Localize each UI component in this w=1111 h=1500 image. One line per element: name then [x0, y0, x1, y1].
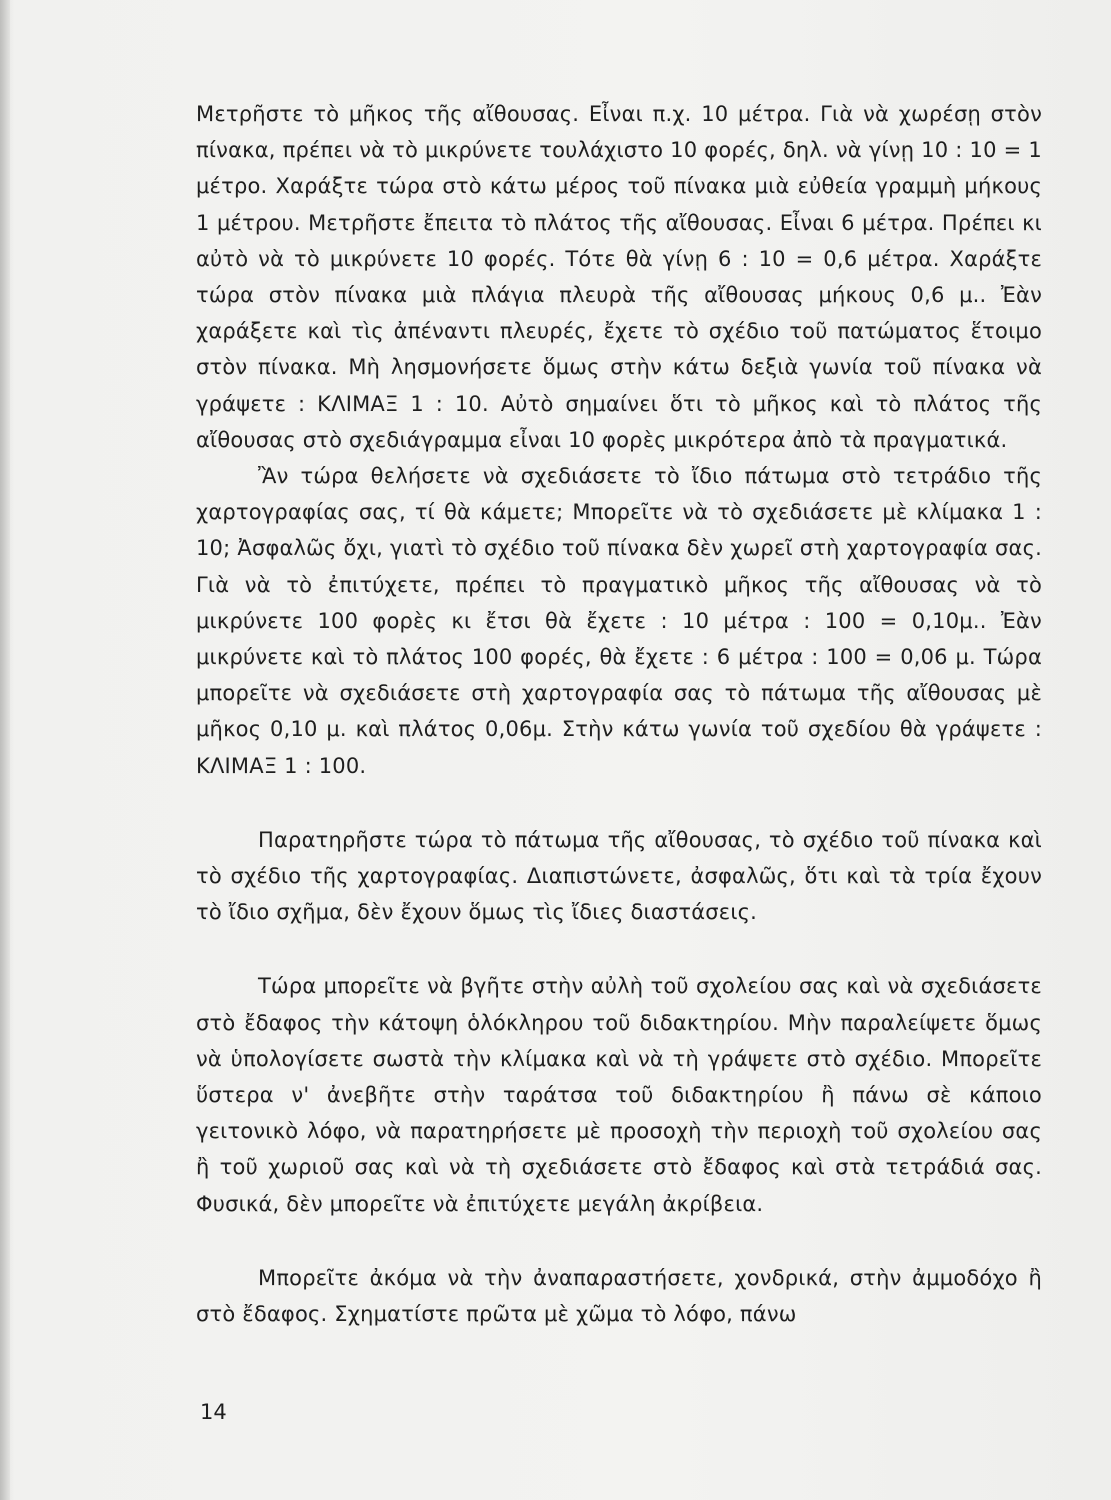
paragraph-4: Τώρα μπορεῖτε νὰ βγῆτε στὴν αὐλὴ τοῦ σχολείου σας καὶ νὰ σχεδιάσετε στὸ ἔδαφος τὴν κάτοψη ὁλόκληρου τοῦ διδακτηρίου. Μὴν παραλείψετε ὅμως νὰ ὑπολογίσετε σωστὰ τὴν κλίμακα καὶ νὰ τὴ γράψετε στὸ σχέδιο. Μπορεῖτε ὕστερα ν' ἀνεβῆτε στὴν ταράτσα τοῦ διδακτηρίου ἢ πάνω σὲ κάποιο γειτονικὸ λόφο, νὰ παρατηρήσετε μὲ προσοχὴ τὴν περιοχὴ τοῦ σχολείου σας ἢ τοῦ χωριοῦ σας καὶ νὰ τὴ σχεδιάσετε στὸ ἔδαφος καὶ στὰ τετράδιά σας. Φυσικά, δὲν μπορεῖτε νὰ ἐπιτύχετε μεγάλη ἀκρίβεια.: [196, 974, 1042, 1216]
paragraph-1: Μετρῆστε τὸ μῆκος τῆς αἴθουσας. Εἶναι π.χ. 10 μέτρα. Γιὰ νὰ χωρέσῃ στὸν πίνακα, πρέπει νὰ τὸ μικρύνετε τουλάχιστο 10 φορές, δηλ. νὰ γίνῃ 10 : 10 = 1 μέτρο. Χαράξτε τώρα στὸ κάτω μέρος τοῦ πίνακα μιὰ εὐθεία γραμμὴ μήκους 1 μέτρου. Μετρῆστε ἔπειτα τὸ πλάτος τῆς αἴθουσας. Εἶναι 6 μέτρα. Πρέπει κι αὐτὸ νὰ τὸ μικρύνετε 10 φορές. Τότε θὰ γίνῃ 6 : 10 = 0,6 μέτρα. Χαράξτε τώρα στὸν πίνακα μιὰ πλάγια πλευρὰ τῆς αἴθουσας μήκους 0,6 μ.. Ἐὰν χαράξετε καὶ τὶς ἀπέναντι πλευρές, ἔχετε τὸ σχέδιο τοῦ πατώματος ἕτοιμο στὸν πίνακα. Μὴ λησμονήσετε ὅμως στὴν κάτω δεξιὰ γωνία τοῦ πίνακα νὰ γράψετε : ΚΛΙΜΑΞ 1 : 10. Αὐτὸ σημαίνει ὅτι τὸ μῆκος καὶ τὸ πλάτος τῆς αἴθουσας στὸ σχεδιάγραμμα εἶναι 10 φορὲς μικρότερα ἀπὸ τὰ πραγματικά.: [196, 102, 1042, 452]
body-text: [196, 96, 1042, 1332]
paragraph-2: Ἂν τώρα θελήσετε νὰ σχεδιάσετε τὸ ἴδιο πάτωμα στὸ τετράδιο τῆς χαρτογραφίας σας, τί θὰ κάμετε; Μπορεῖτε νὰ τὸ σχεδιάσετε μὲ κλίμακα 1 : 10; Ἀσφαλῶς ὄχι, γιατὶ τὸ σχέδιο τοῦ πίνακα δὲν χωρεῖ στὴ χαρτογραφία σας. Γιὰ νὰ τὸ ἐπιτύχετε, πρέπει τὸ πραγματικὸ μῆκος τῆς αἴθουσας νὰ τὸ μικρύνετε 100 φορὲς κι ἔτσι θὰ ἔχετε : 10 μέτρα : 100 = 0,10μ.. Ἐὰν μικρύνετε καὶ τὸ πλάτος 100 φορές, θὰ ἔχετε : 6 μέτρα : 100 = 0,06 μ. Τώρα μπορεῖτε νὰ σχεδιάσετε στὴ χαρτογραφία σας τὸ πάτωμα τῆς αἴθουσας μὲ μῆκος 0,10 μ. καὶ πλάτος 0,06μ. Στὴν κάτω γωνία τοῦ σχεδίου θὰ γράψετε : ΚΛΙΜΑΞ 1 : 100.: [196, 464, 1042, 778]
paragraph-5: Μπορεῖτε ἀκόμα νὰ τὴν ἀναπαραστήσετε, χονδρικά, στὴν ἀμμοδόχο ἢ στὸ ἔδαφος. Σχηματίστε πρῶτα μὲ χῶμα τὸ λόφο, πάνω: [196, 1265, 1042, 1327]
paragraph-3: Παρατηρῆστε τώρα τὸ πάτωμα τῆς αἴθουσας, τὸ σχέδιο τοῦ πίνακα καὶ τὸ σχέδιο τῆς χαρτογραφίας. Διαπιστώνετε, ἀσφαλῶς, ὅτι καὶ τὰ τρία ἔχουν τὸ ἴδιο σχῆμα, δὲν ἔχουν ὅμως τὶς ἴδιες διαστάσεις.: [196, 827, 1042, 925]
page-spine-shadow: [0, 0, 10, 1500]
page-number: 14: [200, 1400, 227, 1424]
